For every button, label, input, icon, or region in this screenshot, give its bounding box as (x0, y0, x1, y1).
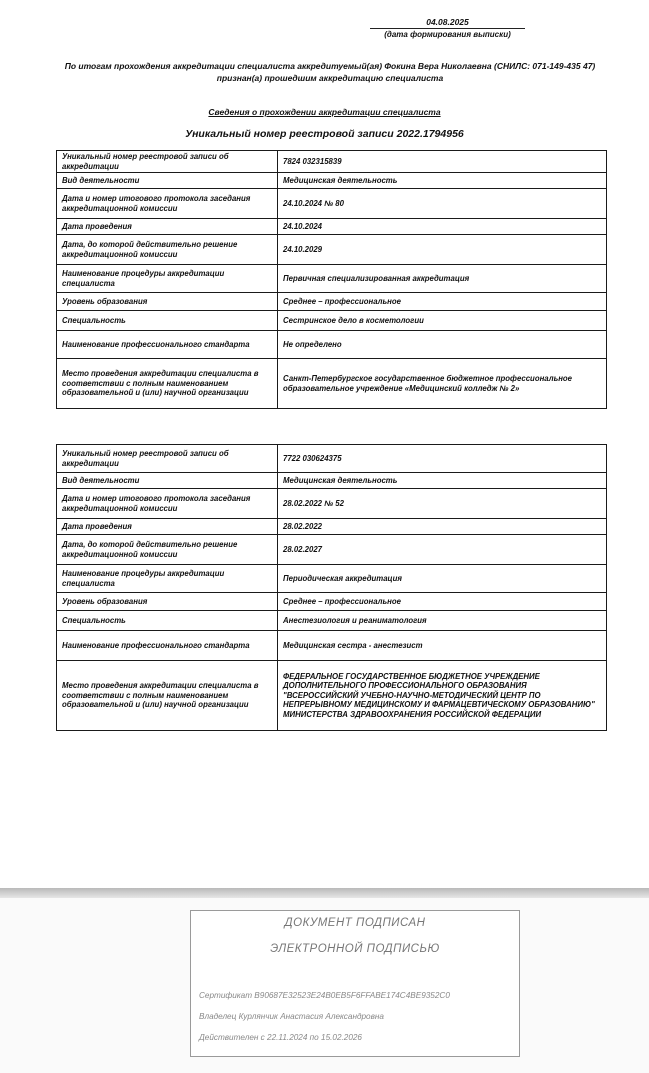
row-value: Сестринское дело в косметологии (278, 311, 607, 331)
row-value: Первичная специализированная аккредитация (278, 265, 607, 293)
table-row (57, 293, 607, 311)
table-row (57, 189, 607, 219)
table-row (57, 311, 607, 331)
certificate-number: Сертификат B90687E32523E24B0EB5F6FFABE174C4BE9352C0 (199, 991, 450, 1000)
row-value: ФЕДЕРАЛЬНОЕ ГОСУДАРСТВЕННОЕ БЮДЖЕТНОЕ УЧРЕЖДЕНИЕ ДОПОЛНИТЕЛЬНОГО ПРОФЕССИОНАЛЬНОГО ОБРАЗОВАНИЯ "ВСЕРОССИЙСКИЙ УЧЕБНО-НАУЧНО-МЕТОДИЧЕСКИЙ ЦЕНТР ПО НЕПРЕРЫВНОМУ МЕДИЦИНСКОМУ И ФАРМАЦЕВТИЧЕСКОМУ ОБРАЗОВАНИЮ" МИНИСТЕРСТВА ЗДРАВООХРАНЕНИЯ РОССИЙСКОЙ ФЕДЕРАЦИИ (278, 661, 607, 731)
table-row (57, 611, 607, 631)
row-label: Вид деятельности (57, 173, 278, 189)
row-label: Уникальный номер реестровой записи об аккредитации (57, 445, 278, 473)
row-value: 24.10.2029 (278, 235, 607, 265)
table-row (57, 235, 607, 265)
row-label: Дата проведения (57, 219, 278, 235)
row-value: 28.02.2022 № 52 (278, 489, 607, 519)
electronic-signature-stamp (190, 910, 520, 1057)
table-row (57, 359, 607, 409)
row-label: Наименование профессионального стандарта (57, 331, 278, 359)
row-label: Вид деятельности (57, 473, 278, 489)
table-row (57, 489, 607, 519)
date-block (370, 17, 525, 39)
table-row (57, 473, 607, 489)
table-row (57, 631, 607, 661)
row-value: 7824 032315839 (278, 151, 607, 173)
row-value: Медицинская деятельность (278, 173, 607, 189)
table-row (57, 219, 607, 235)
section-title-text: Сведения о прохождении аккредитации специалиста (208, 107, 441, 117)
row-value: Медицинская сестра - анестезист (278, 631, 607, 661)
row-value: Среднее – профессиональное (278, 293, 607, 311)
certificate-validity: Действителен с 22.11.2024 по 15.02.2026 (199, 1033, 362, 1042)
row-value: Периодическая аккредитация (278, 565, 607, 593)
table-row (57, 593, 607, 611)
section-title (0, 107, 649, 117)
table-row (57, 445, 607, 473)
row-value: 7722 030624375 (278, 445, 607, 473)
row-value: 28.02.2022 (278, 519, 607, 535)
registry-title: Уникальный номер реестровой записи 2022.1794956 (185, 128, 464, 140)
row-value: Санкт-Петербургское государственное бюджетное профессиональное образовательное учреждение «Медицинский колледж № 2» (278, 359, 607, 409)
stamp-title-line-1: ДОКУМЕНТ ПОДПИСАН (284, 917, 426, 929)
row-label: Дата, до которой действительно решение аккредитационной комиссии (57, 535, 278, 565)
row-label: Специальность (57, 311, 278, 331)
row-label: Дата и номер итогового протокола заседания аккредитационной комиссии (57, 489, 278, 519)
row-label: Дата проведения (57, 519, 278, 535)
statement-date: 04.08.2025 (370, 17, 525, 29)
row-label: Место проведения аккредитации специалиста в соответствии с полным наименованием образовательной и (или) научной организации (57, 359, 278, 409)
table-row (57, 661, 607, 731)
row-value: 28.02.2027 (278, 535, 607, 565)
row-label: Наименование процедуры аккредитации специалиста (57, 265, 278, 293)
row-label: Специальность (57, 611, 278, 631)
row-label: Место проведения аккредитации специалиста в соответствии с полным наименованием образовательной и (или) научной организации (57, 661, 278, 731)
table-row (57, 535, 607, 565)
certificate-owner: Владелец Курлянчик Анастасия Александровна (199, 1012, 384, 1021)
stamp-title-line-2: ЭЛЕКТРОННОЙ ПОДПИСЬЮ (270, 943, 440, 955)
row-label: Наименование процедуры аккредитации специалиста (57, 565, 278, 593)
row-label: Уникальный номер реестровой записи об аккредитации (57, 151, 278, 173)
page-separator (0, 888, 649, 898)
table-row (57, 173, 607, 189)
table-row (57, 565, 607, 593)
table-row (57, 151, 607, 173)
row-value: 24.10.2024 № 80 (278, 189, 607, 219)
row-value: Среднее – профессиональное (278, 593, 607, 611)
row-value: Анестезиология и реаниматология (278, 611, 607, 631)
table-row (57, 519, 607, 535)
statement-date-caption: (дата формирования выписки) (384, 30, 511, 39)
row-value: Не определено (278, 331, 607, 359)
row-label: Дата и номер итогового протокола заседания аккредитационной комиссии (57, 189, 278, 219)
table-row (57, 331, 607, 359)
accreditation-record-table-1 (56, 150, 607, 409)
accreditation-record-table-2 (56, 444, 607, 731)
row-label: Уровень образования (57, 593, 278, 611)
row-label: Дата, до которой действительно решение аккредитационной комиссии (57, 235, 278, 265)
row-value: Медицинская деятельность (278, 473, 607, 489)
row-value: 24.10.2024 (278, 219, 607, 235)
row-label: Уровень образования (57, 293, 278, 311)
intro-text: По итогам прохождения аккредитации специалиста аккредитуемый(ая) Фокина Вера Николаевна (СНИЛС: 071-149-435 47) признан(а) прошедшим аккредитацию специалиста (64, 61, 596, 83)
row-label: Наименование профессионального стандарта (57, 631, 278, 661)
table-row (57, 265, 607, 293)
